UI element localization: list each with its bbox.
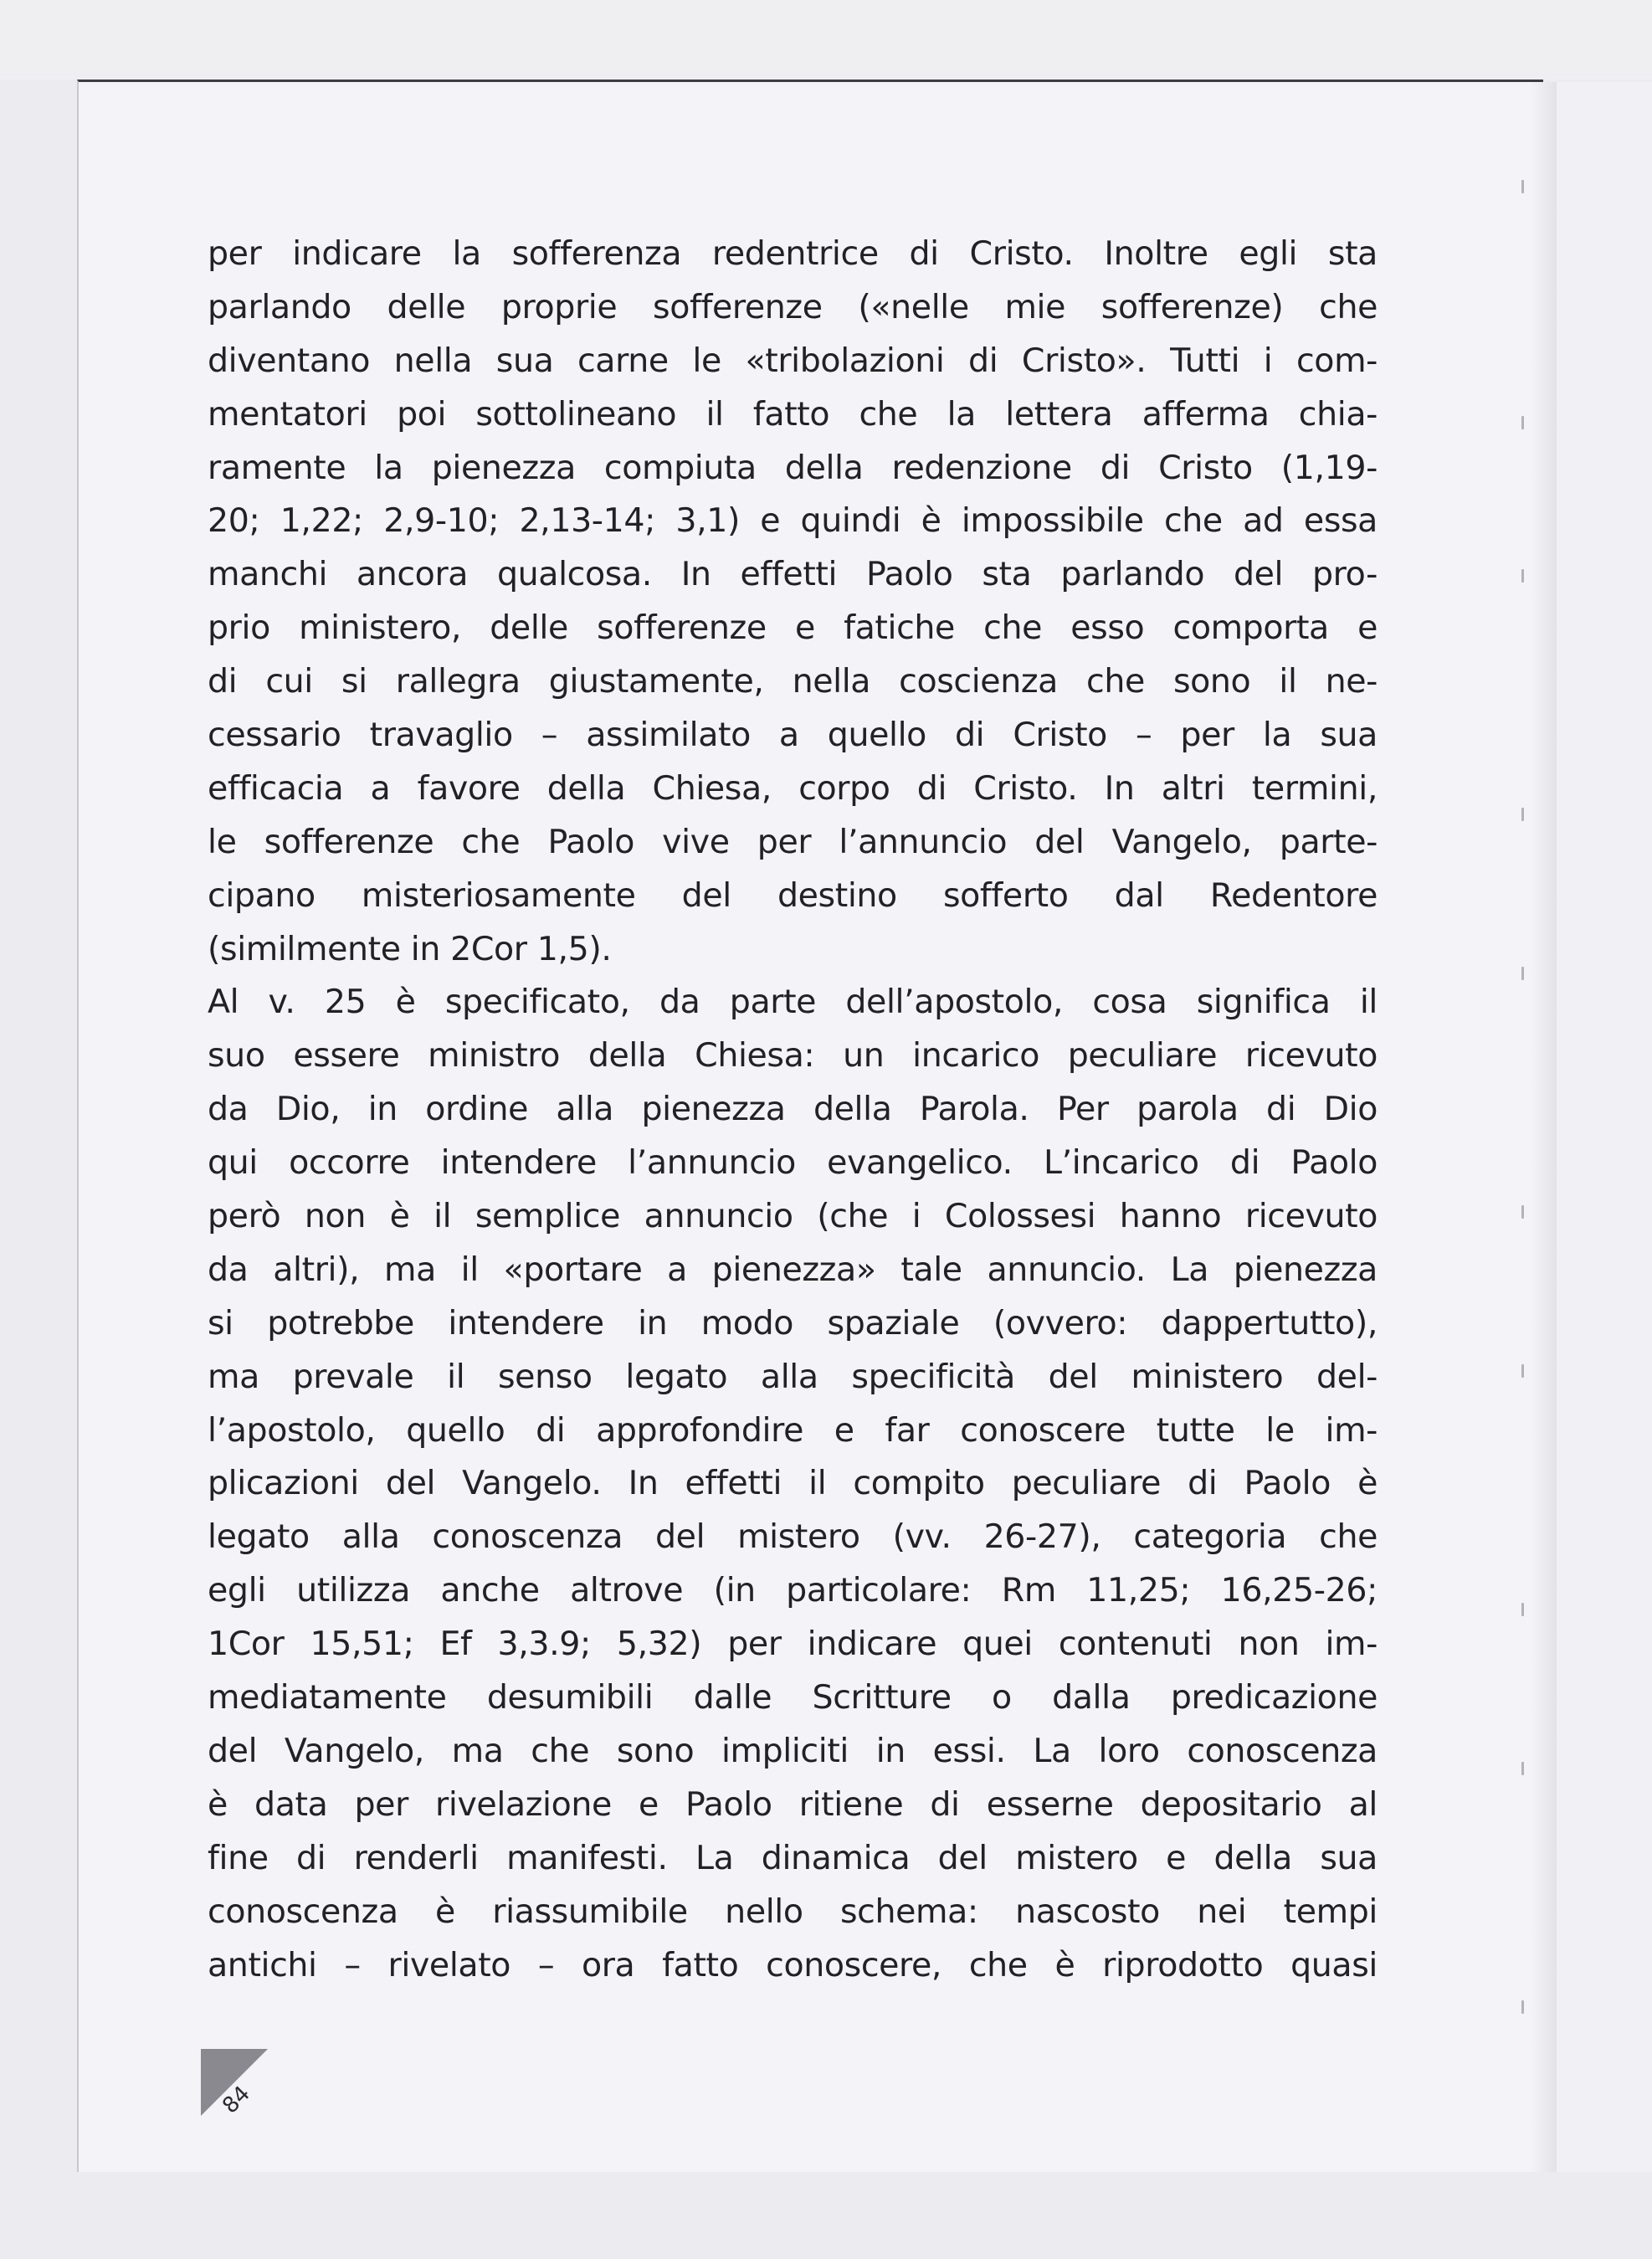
text-line: mediatamente desumibili dalle Scritture o dalla predicazione bbox=[208, 1678, 1378, 1717]
page-number: 84 bbox=[218, 2081, 255, 2119]
text-line: del Vangelo, ma che sono impliciti in essi. La loro conoscenza bbox=[208, 1731, 1378, 1770]
text-line: conoscenza è riassumibile nello schema: nascosto nei tempi bbox=[208, 1892, 1378, 1931]
text-line: manchi ancora qualcosa. In effetti Paolo sta parlando del pro- bbox=[208, 555, 1378, 594]
scan-background bbox=[0, 0, 1652, 80]
text-line: parlando delle proprie sofferenze («nelle mie sofferenze) che bbox=[208, 287, 1378, 326]
binding-stitch bbox=[1521, 1603, 1524, 1616]
body-text bbox=[208, 228, 1378, 1992]
text-line: ma prevale il senso legato alla specificità del ministero del- bbox=[208, 1357, 1378, 1396]
text-line: qui occorre intendere l’annuncio evangelico. L’incarico di Paolo bbox=[208, 1143, 1378, 1183]
text-line: plicazioni del Vangelo. In effetti il compito peculiare di Paolo è bbox=[208, 1464, 1378, 1503]
text-line: da Dio, in ordine alla pienezza della Parola. Per parola di Dio bbox=[208, 1090, 1378, 1129]
text-line-paragraph-end: (similmente in 2Cor 1,5). bbox=[208, 929, 612, 968]
text-line: fine di renderli manifesti. La dinamica del mistero e della sua bbox=[208, 1838, 1378, 1877]
text-line: l’apostolo, quello di approfondire e far conoscere tutte le im- bbox=[208, 1410, 1378, 1450]
text-line: da altri), ma il «portare a pienezza» tale annuncio. La pienezza bbox=[208, 1250, 1378, 1289]
text-line: è data per rivelazione e Paolo ritiene di esserne depositario al bbox=[208, 1784, 1378, 1824]
page-spine-shadow bbox=[1531, 82, 1557, 2172]
text-line: suo essere ministro della Chiesa: un incarico peculiare ricevuto bbox=[208, 1036, 1378, 1076]
binding-stitch bbox=[1521, 180, 1524, 193]
binding-stitch bbox=[1521, 967, 1524, 980]
text-line: legato alla conoscenza del mistero (vv. 26-27), categoria che bbox=[208, 1517, 1378, 1557]
binding-stitch bbox=[1521, 2000, 1524, 2014]
text-line: 1Cor 15,51; Ef 3,3.9; 5,32) per indicare quei contenuti non im- bbox=[208, 1625, 1378, 1664]
text-line: si potrebbe intendere in modo spaziale (ovvero: dappertutto), bbox=[208, 1303, 1378, 1343]
text-line: mentatori poi sottolineano il fatto che la lettera afferma chia- bbox=[208, 394, 1378, 434]
text-line: antichi – rivelato – ora fatto conoscere, che è riprodotto quasi bbox=[208, 1945, 1378, 1984]
binding-stitch bbox=[1521, 416, 1524, 429]
text-line: diventano nella sua carne le «tribolazioni di Cristo». Tutti i com- bbox=[208, 341, 1378, 380]
text-line: ramente la pienezza compiuta della redenzione di Cristo (1,19- bbox=[208, 448, 1378, 487]
binding-stitch bbox=[1521, 1364, 1524, 1378]
text-line: le sofferenze che Paolo vive per l’annuncio del Vangelo, parte- bbox=[208, 822, 1378, 861]
binding-stitch bbox=[1521, 808, 1524, 821]
text-line: però non è il semplice annuncio (che i Colossesi hanno ricevuto bbox=[208, 1197, 1378, 1236]
text-line: cipano misteriosamente del destino sofferto dal Redentore bbox=[208, 875, 1378, 915]
binding-stitch bbox=[1521, 1205, 1524, 1219]
text-line: efficacia a favore della Chiesa, corpo di Cristo. In altri termini, bbox=[208, 768, 1378, 808]
text-line: prio ministero, delle sofferenze e fatiche che esso comporta e bbox=[208, 608, 1378, 648]
text-line: per indicare la sofferenza redentrice di Cristo. Inoltre egli sta bbox=[208, 234, 1378, 273]
text-line: Al v. 25 è specificato, da parte dell’apostolo, cosa significa il bbox=[208, 983, 1378, 1022]
text-line: di cui si rallegra giustamente, nella coscienza che sono il ne- bbox=[208, 662, 1378, 701]
text-line: egli utilizza anche altrove (in particolare: Rm 11,25; 16,25-26; bbox=[208, 1571, 1378, 1610]
facing-page-edge bbox=[1542, 82, 1652, 2172]
text-line: cessario travaglio – assimilato a quello di Cristo – per la sua bbox=[208, 716, 1378, 755]
binding-stitch bbox=[1521, 1762, 1524, 1775]
binding-stitch bbox=[1521, 569, 1524, 583]
text-line: 20; 1,22; 2,9-10; 2,13-14; 3,1) e quindi è impossibile che ad essa bbox=[208, 501, 1378, 541]
